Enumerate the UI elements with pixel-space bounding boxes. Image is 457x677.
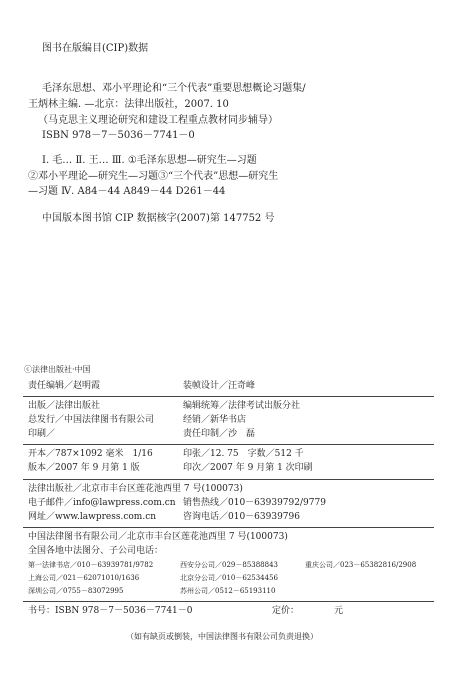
copyright-line: ⓒ法律出版社·中国 — [24, 365, 91, 374]
divider — [23, 527, 434, 528]
divider — [23, 479, 434, 480]
sales-hotline: 销售热线／010－63939792/9779 — [183, 498, 326, 508]
cip-subject-line: —习题 Ⅳ. A84－44 A849－44 D261－44 — [28, 186, 226, 197]
cip-line-editor: 王炳林主编. —北京：法律出版社，2007. 10 — [28, 99, 229, 110]
cip-subject-line: ②邓小平理论—研究生—习题③“三个代表”思想—研究生 — [28, 171, 279, 182]
responsible-editor: 责任编辑／赵明霞 — [28, 381, 101, 391]
branch-phone: 第一法律书店／010－63939781/9782 — [28, 561, 154, 569]
press-address: 法律出版社／北京市丰台区莲花池西里 7 号(100073) — [28, 484, 243, 494]
cip-line-series: （马克思主义理论研究和建设工程重点教材同步辅导） — [38, 115, 278, 126]
distributor-address: 中国法律图书有限公司／北京市丰台区莲花池西里 7 号(100073) — [28, 532, 288, 542]
press-website: 网址／www.lawpress.com.cn — [28, 512, 157, 522]
footnote: （如有缺页或倒装，中国法律图书有限公司负责退换） — [126, 632, 318, 641]
distributor: 经销／新华书店 — [183, 415, 247, 425]
branch-phone: 北京分公司／010－62534456 — [180, 574, 278, 582]
divider — [23, 396, 434, 397]
divider — [23, 601, 434, 602]
consult-phone: 咨询电话／010－63939796 — [183, 512, 300, 522]
branches-heading: 全国各地中法图分、子公司电话： — [28, 546, 164, 556]
format-spec: 开本／787×1092 毫米 1/16 — [28, 449, 153, 459]
cip-subject-line: Ⅰ. 毛… Ⅱ. 王… Ⅲ. ①毛泽东思想—研究生—习题 — [42, 155, 257, 166]
cip-line-title: 毛泽东思想、邓小平理论和“三个代表”重要思想概论习题集/ — [42, 83, 306, 94]
branch-phone: 苏州公司／0512－65193110 — [180, 587, 276, 595]
cip-line-isbn: ISBN 978－7－5036－7741－0 — [42, 130, 195, 141]
printer: 印刷／ — [28, 429, 56, 439]
branch-phone: 上海公司／021－62071010/1636 — [28, 574, 140, 582]
cip-heading: 图书在版编目(CIP)数据 — [42, 43, 149, 54]
price-unit: 元 — [334, 606, 344, 616]
price-label: 定价： — [272, 606, 300, 616]
sheets-and-words: 印张／12. 75 字数／512 千 — [183, 449, 304, 459]
isbn-number: 书号：ISBN 978－7－5036－7741－0 — [28, 606, 193, 616]
branch-phone: 深圳公司／0755－83072995 — [28, 587, 124, 595]
editorial-coordination: 编辑统筹／法律考试出版分社 — [183, 401, 301, 411]
divider — [23, 444, 434, 445]
branch-phone: 重庆公司／023－65382816/2908 — [305, 561, 417, 569]
printing: 印次／2007 年 9 月第 1 次印刷 — [183, 463, 313, 473]
press-email: 电子邮件／info@lawpress.com.cn — [28, 498, 176, 508]
general-distributor: 总发行／中国法律图书有限公司 — [28, 415, 155, 425]
print-supervisor: 责任印制／沙 磊 — [183, 429, 256, 439]
cip-record-number: 中国版本图书馆 CIP 数据核字(2007)第 147752 号 — [42, 213, 275, 224]
publisher: 出版／法律出版社 — [28, 401, 101, 411]
branch-phone: 西安分公司／029－85388843 — [180, 561, 278, 569]
edition: 版本／2007 年 9 月第 1 版 — [28, 463, 140, 473]
binding-design: 装帧设计／汪奇峰 — [183, 381, 256, 391]
